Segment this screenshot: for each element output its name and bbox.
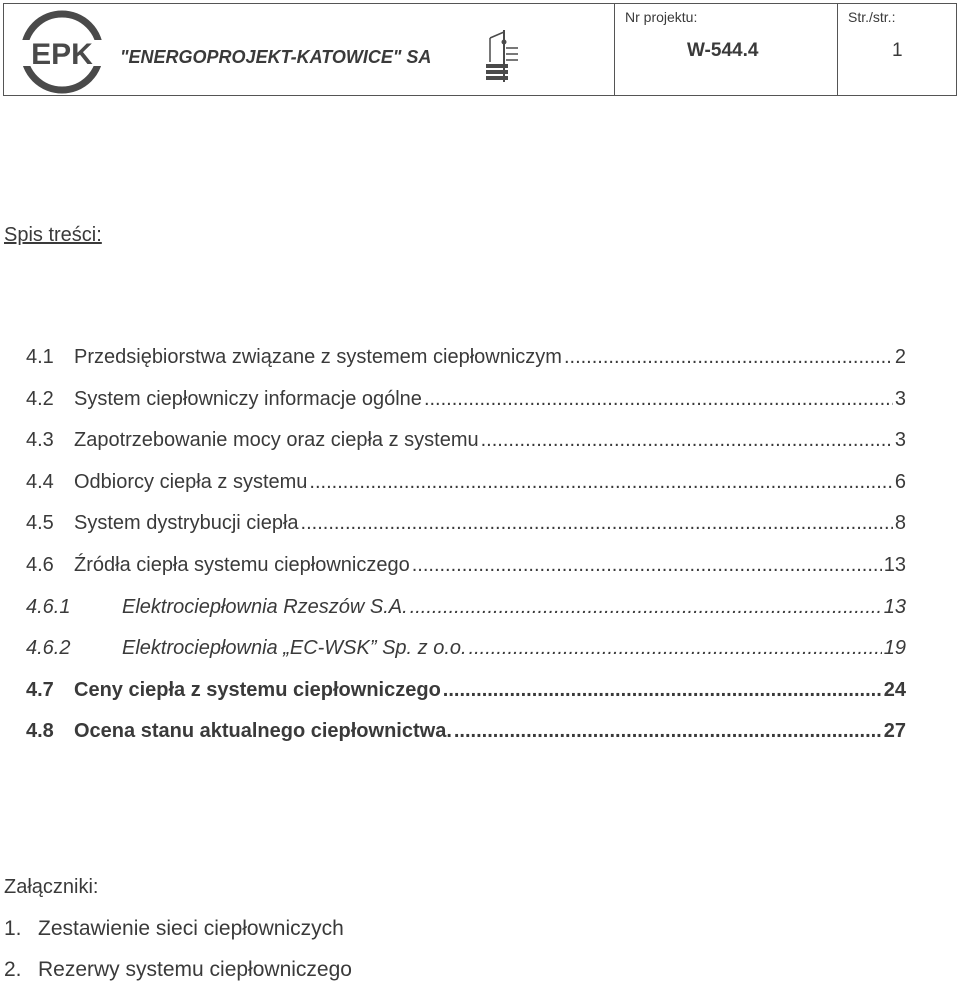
toc-title: Spis treści: [4,224,102,246]
toc-entry[interactable] [26,720,906,762]
toc-entry-title: Elektrociepłownia Rzeszów S.A. [122,595,408,618]
toc-entry[interactable] [26,388,906,430]
toc-entry-title: Źródła ciepła systemu ciepłowniczego [74,553,410,576]
toc-subentry[interactable] [26,596,906,638]
toc-entry-title: Ocena stanu aktualnego ciepłownictwa. [74,720,452,743]
toc-entry-page: 19 [883,637,906,660]
toc-entry-title: Zapotrzebowanie mocy oraz ciepła z systemu [74,429,479,452]
toc-leader-dots [469,637,882,660]
attachment-number: 1. [4,917,22,940]
toc-leader-dots [454,720,882,743]
document-header [3,3,957,96]
toc-entry-page: 13 [883,553,906,576]
attachments-list [4,917,352,999]
toc-entry[interactable] [26,512,906,554]
toc-leader-dots [301,512,893,535]
epk-logo-icon [20,10,104,94]
header-page-cell [838,4,956,95]
toc-entry-page: 8 [894,512,906,535]
attachment-text: Zestawienie sieci ciepłowniczych [38,917,344,940]
attachment-number: 2. [4,958,22,981]
toc-entry[interactable] [26,346,906,388]
toc-entry-page: 3 [894,429,906,452]
company-name: "ENERGOPROJEKT-KATOWICE" SA [120,47,432,67]
toc-entry-title: Przedsiębiorstwa związane z systemem ciepłowniczym [74,346,562,368]
toc-subentry[interactable] [26,637,906,679]
toc-leader-dots [564,346,893,369]
toc-leader-dots [481,429,893,452]
toc-entry-number: 4.6.2 [26,637,71,660]
table-of-contents [26,346,906,762]
toc-entry-title: System dystrybucji ciepła [74,512,299,535]
toc-entry-page: 3 [894,387,906,410]
attachments-title: Załączniki: [4,876,99,898]
toc-leader-dots [424,388,893,411]
toc-entry-number: 4.4 [26,470,54,493]
page-number-label: Str./str.: [848,9,896,25]
toc-entry[interactable] [26,471,906,513]
svg-text:EPK: EPK [31,38,93,71]
toc-entry-number: 4.8 [26,720,54,743]
attachment-item [4,917,352,958]
toc-entry-page: 13 [883,595,906,618]
toc-leader-dots [309,471,892,494]
toc-entry-number: 4.6.1 [26,595,71,618]
project-number-label: Nr projektu: [625,9,698,25]
toc-entry-number: 4.7 [26,678,54,701]
toc-entry[interactable] [26,679,906,721]
toc-entry-page: 6 [894,470,906,493]
attachment-item [4,958,352,999]
header-project-cell [615,4,838,95]
toc-leader-dots [412,554,882,577]
toc-entry-title: System ciepłowniczy informacje ogólne [74,387,422,410]
toc-entry[interactable] [26,554,906,596]
header-company-cell [4,4,615,95]
toc-entry-number: 4.3 [26,429,54,452]
attachment-text: Rezerwy systemu ciepłowniczego [38,958,352,981]
toc-entry-title: Odbiorcy ciepła z systemu [74,470,308,493]
project-number-value: W-544.4 [687,40,759,61]
toc-entry-number: 4.6 [26,553,54,576]
toc-entry-page: 2 [894,346,906,368]
toc-entry-number: 4.2 [26,387,54,410]
company-emblem-icon [482,28,522,84]
toc-entry-page: 24 [883,678,906,701]
toc-leader-dots [410,596,882,619]
page-number-value: 1 [892,40,903,61]
toc-entry-title: Elektrociepłownia „EC-WSK” Sp. z o.o. [122,637,467,660]
toc-entry-page: 27 [883,720,906,743]
toc-entry-number: 4.1 [26,346,54,368]
toc-entry[interactable] [26,429,906,471]
toc-entry-title: Ceny ciepła z systemu ciepłowniczego [74,678,441,701]
toc-leader-dots [443,679,882,702]
toc-entry-number: 4.5 [26,512,54,535]
